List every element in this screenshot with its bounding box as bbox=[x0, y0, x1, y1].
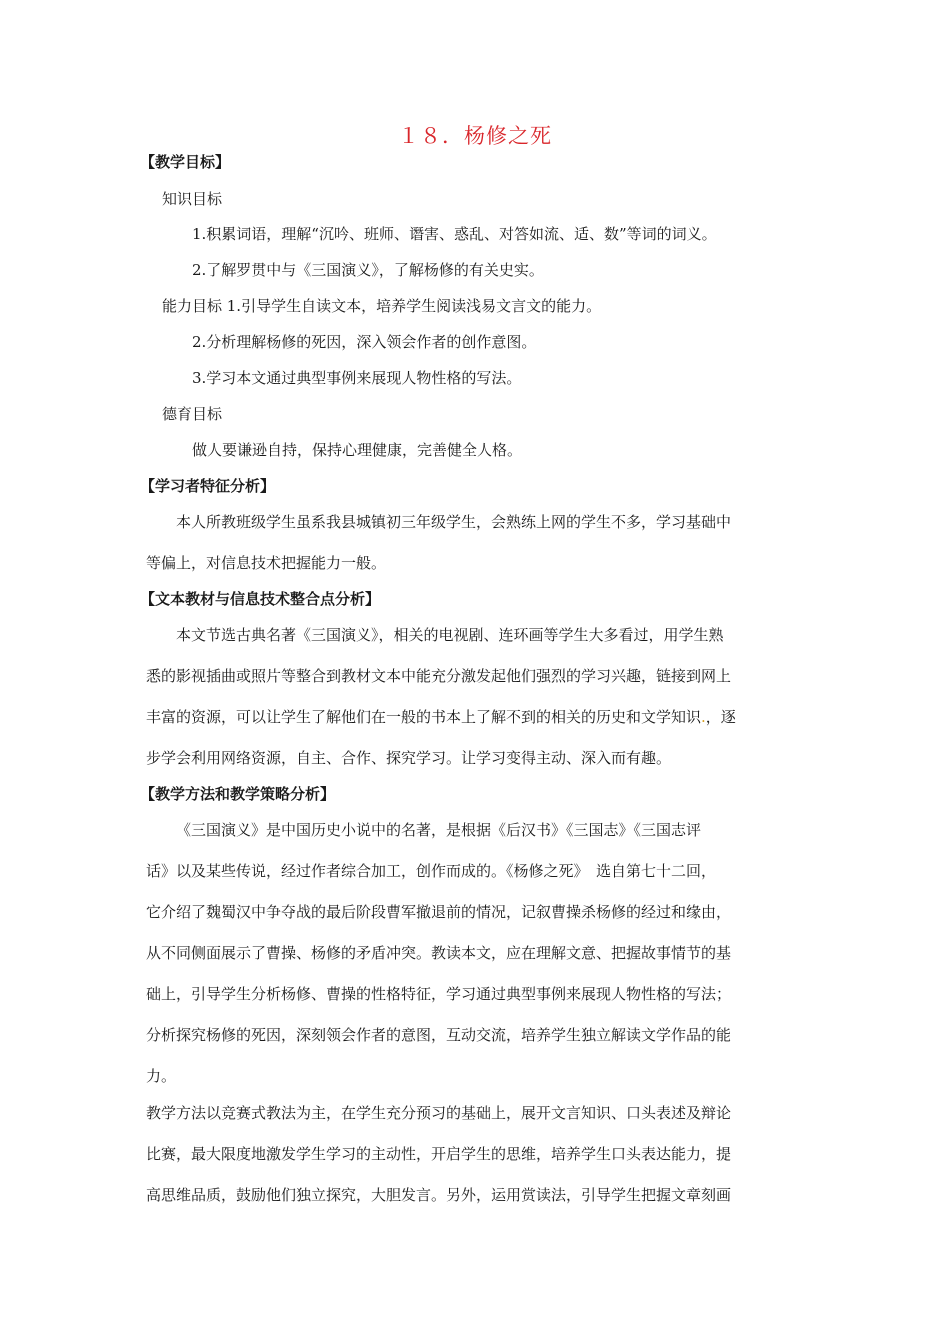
section-heading-integration: 【文本教材与信息技术整合点分析】 bbox=[140, 590, 381, 608]
knowledge-goal-label: 知识目标 bbox=[162, 190, 223, 208]
paragraph-line: 高思维品质，鼓励他们独立探究，大胆发言。另外，运用赏读法，引导学生把握文章刻画 bbox=[146, 1186, 732, 1204]
paragraph-line: 分析探究杨修的死因，深刻领会作者的意图，互动交流，培养学生独立解读文学作品的能 bbox=[146, 1026, 732, 1044]
paragraph-line: 础上，引导学生分析杨修、曹操的性格特征，学习通过典型事例来展现人物性格的写法； bbox=[146, 985, 732, 1003]
ability-goal-item: 能力目标 1.引导学生自读文本，培养学生阅读浅易文言文的能力。 bbox=[162, 297, 602, 315]
paragraph-line: 从不同侧面展示了曹操、杨修的矛盾冲突。教读本文，应在理解文意、把握故事情节的基 bbox=[146, 944, 732, 962]
paragraph-line: 教学方法以竞赛式教法为主，在学生充分预习的基础上，展开文言知识、口头表述及辩论 bbox=[146, 1104, 732, 1122]
paragraph-line: 悉的影视插曲或照片等整合到教材文本中能充分激发起他们强烈的学习兴趣，链接到网上 bbox=[146, 667, 732, 685]
section-heading-learner: 【学习者特征分析】 bbox=[140, 477, 276, 495]
paragraph-line-text: 丰富的资源，可以让学生了解他们在一般的书本上了解不到的相关的历史和文学知识 bbox=[146, 708, 702, 726]
paragraph-line: 本人所教班级学生虽系我县城镇初三年级学生，会熟练上网的学生不多，学习基础中 bbox=[176, 513, 732, 531]
paragraph-line-text: ，逐 bbox=[705, 708, 736, 726]
ability-goal-item: 3.学习本文通过典型事例来展现人物性格的写法。 bbox=[192, 369, 522, 387]
moral-goal-label: 德育目标 bbox=[162, 405, 223, 423]
ability-goal-item: 2.分析理解杨修的死因，深入领会作者的创作意图。 bbox=[192, 333, 537, 351]
stray-dot-mark: . bbox=[701, 708, 706, 726]
paragraph-line: 《三国演义》是中国历史小说中的名著，是根据《后汉书》《三国志》《三国志评 bbox=[176, 821, 702, 839]
paragraph-line bbox=[146, 707, 736, 727]
paragraph-line: 本文节选古典名著《三国演义》，相关的电视剧、连环画等学生大多看过，用学生熟 bbox=[176, 626, 724, 644]
section-heading-goals: 【教学目标】 bbox=[140, 153, 231, 171]
section-heading-method: 【教学方法和教学策略分析】 bbox=[140, 785, 336, 803]
paragraph-line: 比赛，最大限度地激发学生学习的主动性，开启学生的思维，培养学生口头表达能力，提 bbox=[146, 1145, 732, 1163]
document-title: １８．杨修之死 bbox=[398, 124, 552, 148]
paragraph-line: 力。 bbox=[146, 1067, 177, 1085]
moral-goal-item: 做人要谦逊自持，保持心理健康，完善健全人格。 bbox=[192, 441, 523, 459]
knowledge-goal-item: 2.了解罗贯中与《三国演义》，了解杨修的有关史实。 bbox=[192, 261, 544, 279]
paragraph-line: 等偏上，对信息技术把握能力一般。 bbox=[146, 554, 387, 572]
paragraph-line: 话》以及某些传说，经过作者综合加工，创作而成的。《杨修之死》 选自第七十二回， bbox=[146, 862, 717, 880]
paragraph-line: 它介绍了魏蜀汉中争夺战的最后阶段曹军撤退前的情况，记叙曹操杀杨修的经过和缘由， bbox=[146, 903, 732, 921]
paragraph-line: 步学会利用网络资源，自主、合作、探究学习。让学习变得主动、深入而有趣。 bbox=[146, 749, 672, 767]
knowledge-goal-item: 1.积累词语，理解“沉吟、班师、谮害、惑乱、对答如流、适、数”等词的词义。 bbox=[192, 225, 717, 243]
